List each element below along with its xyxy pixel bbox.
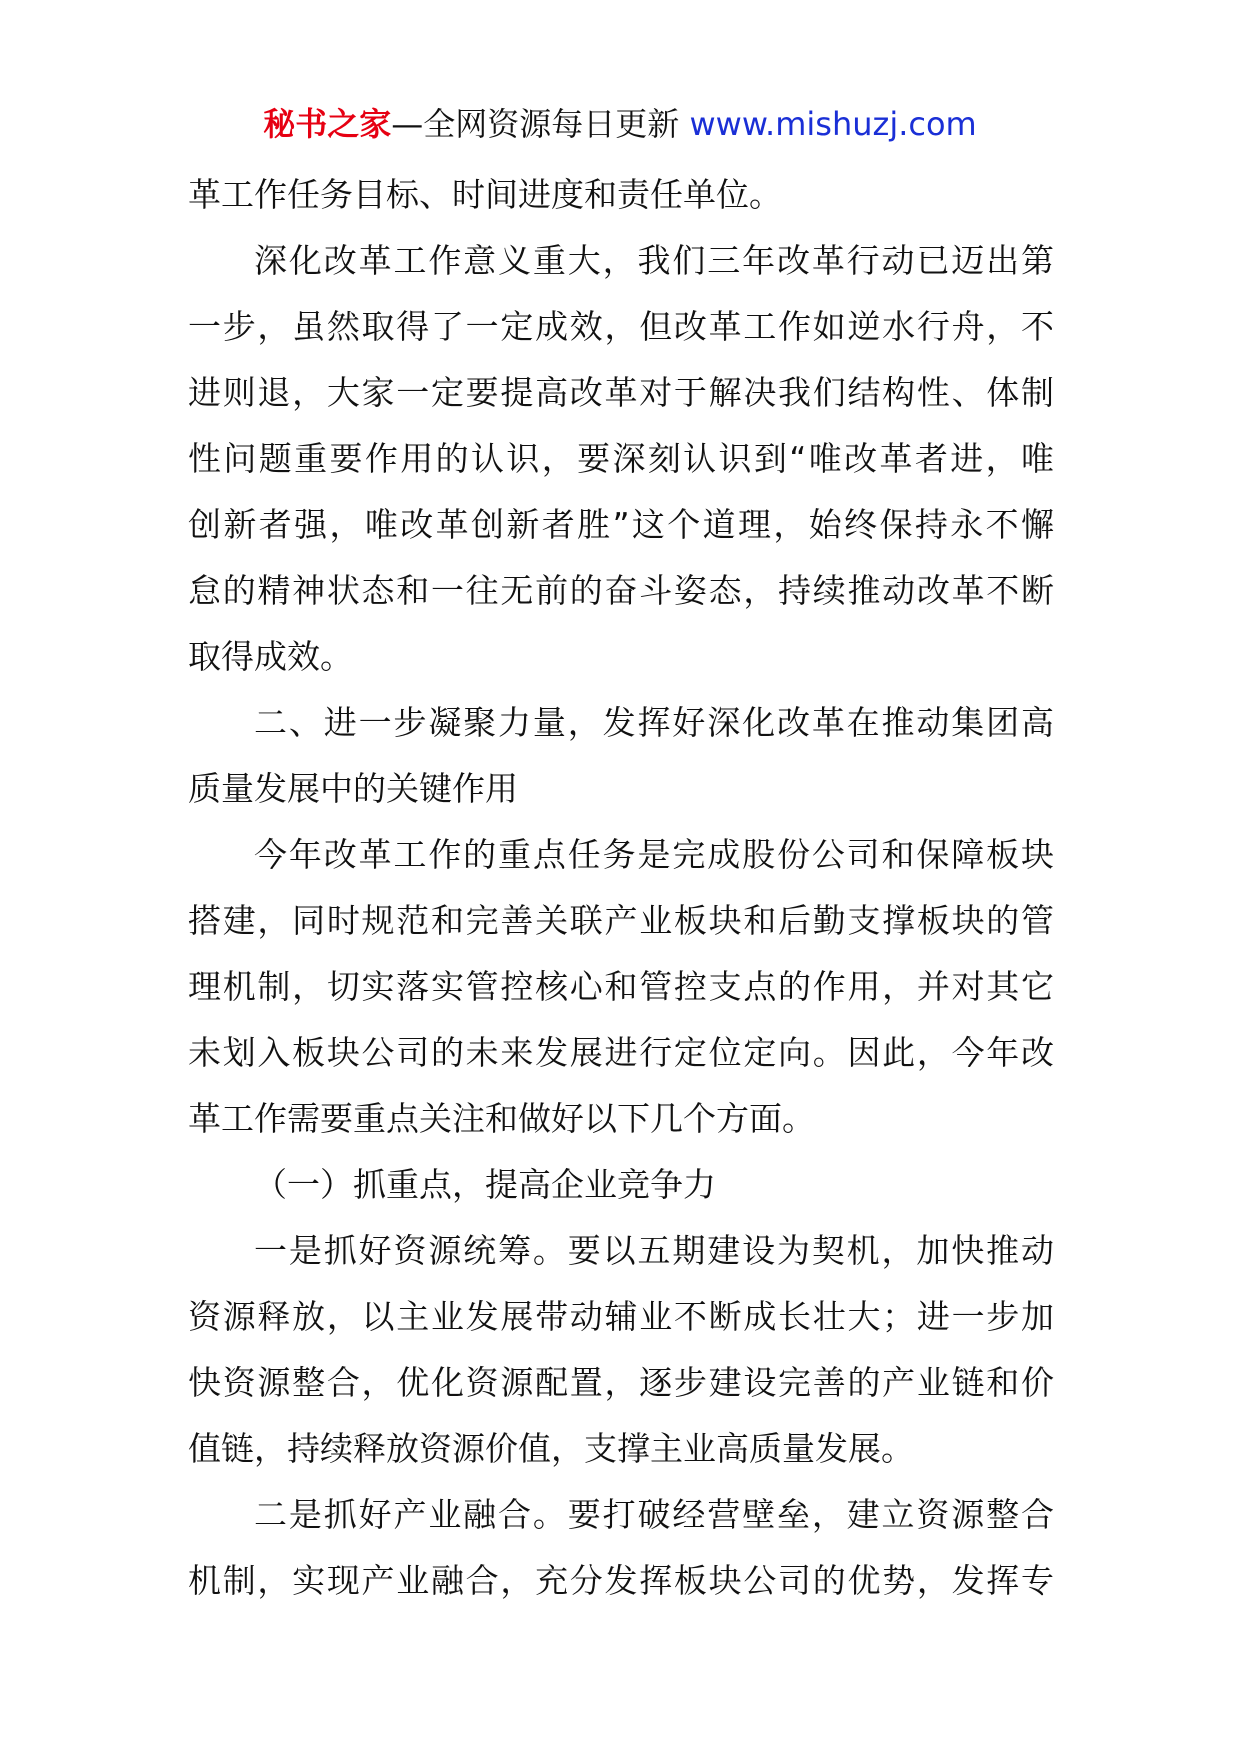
paragraph-line: 革工作需要重点关注和做好以下几个方面。: [188, 1099, 815, 1138]
paragraph-line: 二是抓好产业融合。要打破经营壁垒，建立资源整合: [254, 1495, 1054, 1534]
paragraph-line: 未划入板块公司的未来发展进行定位定向。因此，今年改: [188, 1033, 1054, 1072]
paragraph-line: 今年改革工作的重点任务是完成股份公司和保障板块: [254, 835, 1054, 874]
paragraph-line: 快资源整合，优化资源配置，逐步建设完善的产业链和价: [188, 1363, 1054, 1402]
section-heading-line: 二、进一步凝聚力量，发挥好深化改革在推动集团高: [254, 703, 1054, 742]
paragraph-line: 取得成效。: [188, 637, 353, 676]
paragraph-line: 搭建，同时规范和完善关联产业板块和后勤支撑板块的管: [188, 901, 1054, 940]
site-header: [0, 100, 1240, 148]
paragraph-line: 怠的精神状态和一往无前的奋斗姿态，持续推动改革不断: [188, 571, 1054, 610]
paragraph-line: 性问题重要作用的认识，要深刻认识到“唯改革者进，唯: [188, 439, 1054, 478]
site-brand: 秘书之家: [263, 105, 392, 143]
paragraph-line: 创新者强，唯改革创新者胜”这个道理，始终保持永不懈: [188, 505, 1054, 544]
site-slogan: —全网资源每日更新: [391, 105, 680, 143]
section-heading-line: 质量发展中的关键作用: [188, 769, 518, 808]
paragraph-line: 进则退，大家一定要提高改革对于解决我们结构性、体制: [188, 373, 1054, 412]
document-body: [188, 162, 1054, 1614]
paragraph-line: 值链，持续释放资源价值，支撑主业高质量发展。: [188, 1429, 914, 1468]
paragraph-line: 革工作任务目标、时间进度和责任单位。: [188, 175, 782, 214]
paragraph-line: 深化改革工作意义重大，我们三年改革行动已迈出第: [254, 241, 1054, 280]
site-url-link[interactable]: www.mishuzj.com: [689, 105, 977, 143]
subsection-heading-line: （一）抓重点，提高企业竞争力: [254, 1165, 716, 1204]
paragraph-line: 一是抓好资源统筹。要以五期建设为契机，加快推动: [254, 1231, 1054, 1270]
paragraph-line: 一步，虽然取得了一定成效，但改革工作如逆水行舟，不: [188, 307, 1054, 346]
paragraph-line: 机制，实现产业融合，充分发挥板块公司的优势，发挥专: [188, 1561, 1054, 1600]
paragraph-line: 资源释放，以主业发展带动辅业不断成长壮大；进一步加: [188, 1297, 1054, 1336]
paragraph-line: 理机制，切实落实管控核心和管控支点的作用，并对其它: [188, 967, 1054, 1006]
